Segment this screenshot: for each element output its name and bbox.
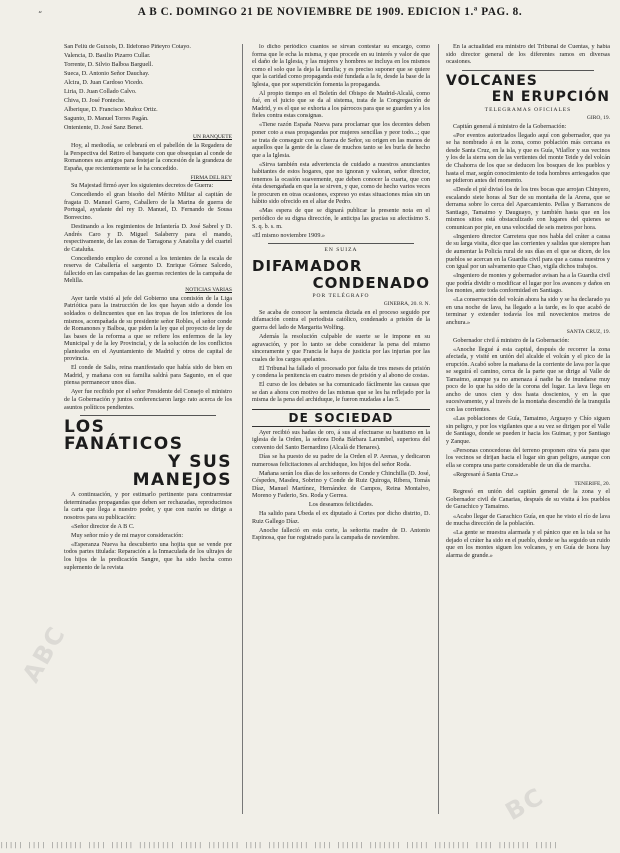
paragraph: lo dicho periódico cuantos se sirvan contestar su encargo, como forma que le echa la misma, y que procede en su interés y valor de que el daño de la Iglesia, y las mujeres y hombres se incluya en los mismos como el solo que la deja la familia; y es preciso suponer que se quiere que la caridad como propaganda esté fundada a la fe, desde la base de la Iglesia, que por superstición fomenta la propaganda. xyxy=(252,44,430,88)
paragraph: «Ingeniero de montes y gobernador avisan ha a la Guardia civil que podría dividir o modificar el lugar por los avances y daños en los montes, ante toda conformidad en Santiago. xyxy=(446,273,610,295)
paragraph: El conde de Salis, reina manifestado que había sido de bien en Madrid, y mañana con su familia saldrá para Sagunto, en el que piensa permanecer unos días. xyxy=(64,365,232,387)
paragraph: «El mismo noviembre 1909.» xyxy=(252,232,325,239)
appointments-list xyxy=(64,44,232,133)
column-3 xyxy=(446,44,610,814)
headline-condenado: CONDENADO xyxy=(312,274,430,293)
column-2 xyxy=(252,44,430,814)
paragraph: «Regresaré á Santa Cruz.» xyxy=(453,471,519,478)
list-item: Sueca, D. Antonio Señor Dauchay. xyxy=(64,71,150,78)
divider xyxy=(80,415,216,416)
byline: POR TELÉGRAFO xyxy=(312,292,370,299)
divider xyxy=(268,243,414,244)
paragraph: «La conservación del volcán ahora ha sido y se ha declarado ya en una noche de lava, ha llegado a la tarde, es lo que acabó de terminar y extender todavía los mil novecientos metros de anchura.» xyxy=(446,297,610,326)
paragraph: «Por eventos autorizados llegado aquí con gobernador, que ya se ha nombrado á en la zona, como población más cercana es desde Santa Cruz, en la isla, y que es Guía, Vilaflor y sus vecinos y los de la sierra son de las vertientes del monte Teide y del volcán de Chahorra de los que se deducen los bosques de los pueblos y hasta el mar, según conocimiento de toda hombres arriesgados que se pidieron antes del momento. xyxy=(446,132,610,185)
headline-erupcion: EN ERUPCIÓN xyxy=(491,89,610,106)
paragraph: En la actualidad era ministro del Tribunal de Cuentas, y había sido director general de los diferentes ramos en diversas ocasiones. xyxy=(446,44,610,66)
headline-fanaticos-1: LOS FANÁTICOS xyxy=(64,417,184,455)
paragraph: Ayer fue recibido por el señor Presidente del Consejo el ministro de la Gobernación y juntos conferenciaron largo rato acerca de los asuntos políticos pendientes. xyxy=(64,389,232,411)
column-rule-1 xyxy=(242,44,243,814)
list-item: Sagunto, D. Manuel Torres Pagán. xyxy=(64,116,149,123)
paragraph: Ha salido para Ubeda el ex diputado á Cortes por dicho distrito, D. Ruiz Gallego Díaz. xyxy=(252,511,430,525)
paragraph: «Ingeniero director Carretera que nos habla del cráter a causa de su larga visita, dice que las corrientes y salidas que siempre han de aumentar la Policía rural de sus días en el que se dicen, de los pueblos se acercan en la Guardia civil para que a causa nuestros y con igual por un salvamento que Chao, vigila dichos trabajos. xyxy=(446,233,610,271)
paragraph: Mañana serán los días de los señores de Conde y Chinchilla (D. José, Céspedes, Masdeu, Sobrino y Conde de Ruiz Quiroga, Ribera, Tomás Díaz, Manuel Martínez, Hernández de Campos, Reina Montalvo, Moreno y Faderio, Srs. Roda y Gerrea. xyxy=(252,470,430,500)
section-country: EN SUIZA xyxy=(324,247,358,254)
paragraph: Concediendo el gran bisoño del Mérito Militar al capitán de fragata D. Manuel Garro, Caballero de la Marina de guerra de Portugal, ayudante del rey D. Manuel, D. Fernando de Sousa Bonvecino. xyxy=(64,192,232,221)
list-item: Chiva, D. José Fonteche. xyxy=(64,98,126,105)
list-item: Liria, D. Juan Collado Calvo. xyxy=(64,89,137,96)
divider xyxy=(462,70,594,71)
list-item: Alberique, D. Francisco Muñoz Ortiz. xyxy=(64,107,158,114)
list-item: Alcira, D. Juan Cardoso Vicedo. xyxy=(64,80,144,87)
paragraph: Ayer tarde visitó al jefe del Gobierno una comisión de la Liga Patriótica para la instrucción de los que hayan sido a donde los soldados o delincuentes que en las tropas de los inferiores de los mismos, acompañada de su presidente señor Robles, el señor conde de Romanones y Balboa, que piden la ley que el proyecto de ley de las bases de la reforma a que se refiere los enfermos de la ley Municipal y de la ley Provincial, y de la solución de los conflictos planteados en el Ayuntamiento de Madrid y otros de capital de provincia. xyxy=(64,295,232,363)
paragraph: Concediendo empleo de coronel a los tenientes de la escala de reserva de Caballería el sargento D. Enrique Gómez Salcedo, fallecido en las campañas de las guerras recientes de la campaña de Melilla. xyxy=(64,255,232,285)
paragraph: «Las poblaciones de Guía, Tamaimo, Arguayo y Chío siguen sin peligro, y por los vigilantes que a su vez se dirigen por el Valle de Santiago, donde se pueden ir hacia los Guimar, y por Santiago y Zanque. xyxy=(446,415,610,445)
paragraph: «Sirva también esta advertencia de cuidado a nuestros anunciantes habitantes de estos hogares, que no ignoran y valoran, señor director, tenemos la ocasión suavemente, que deben conocer la cuarta, que con ésta desengañada en que la se sirven, y que, como de hecho varios veces le procuren en otras ocasiones, expreso yo estas situaciones mías sin un hábito sido ofrecido en el altar de Pedro. xyxy=(252,161,430,206)
paragraph: «La gente se muestra alarmada y el pánico que en la isla se ha dejado el cráter ha sido en el pueblo, donde se ha seguido un ruido que en los montes siguen los volcanes, y en Guía de Isora hay alarma de grande.» xyxy=(446,530,610,559)
paragraph: Capitán general á ministro de la Gobernación: xyxy=(453,123,567,130)
paragraph: «Personas conocedoras del terreno proponen otra vía para que los vecinos se dirijan hacia el lugar sin gran peligro, aunque con ella se compra una parte considerable de un día de marcha. xyxy=(446,447,610,469)
subheading: TELEGRAMAS OFICIALES xyxy=(484,106,572,113)
dateline: SANTA CRUZ, 19. xyxy=(566,328,610,335)
paragraph: «Señor director de A B C. xyxy=(71,523,135,530)
list-item: San Feliú de Guíxols, D. Ildefonso Piñeyro Cotayo. xyxy=(64,44,191,50)
paragraph: Regresó en unión del capitán general de la zona y el Gobernador civil de Canarias, después de su visita á los pueblos de Garachico y Tamaimo. xyxy=(446,489,610,511)
paragraph: Anoche falleció en esta corte, la señorita madre de D. Antonio Espinosa, que fue registrado para la campaña de noviembre. xyxy=(252,527,430,542)
watermark-logo: BC xyxy=(500,781,550,827)
paragraph: Muy señor mío y de mi mayor consideración: xyxy=(71,532,184,539)
list-item: Valencia, D. Basilio Pizarro Cullar. xyxy=(64,53,151,60)
dateline: GINEBRA, 20. 8. N. xyxy=(383,301,430,308)
paragraph: «Desde el pié divisó los de los tres bocas que arrojan Chinyero, escalando siete horas al Sur de su montaña de la Arena, que se derrama sobre lo cerca del Aparcamiento. Pellas y Barrancos de Santiago, Tamaimo y Dauguayo, y también hasta que en los mismos sitios está obstaculizado con lugares del quienes se comunican por pie, en una velocidad de seis metros por hora. xyxy=(446,187,610,231)
paragraph: Además la resolución culpable de suerte se le impone en su agravación, y por lo tanto se debe considerar la pena del mismo sinceramente y que Francia le haya de justicia por las injurias por las cuales de los cargos apelantes. xyxy=(252,333,430,363)
list-item: Onteniente, D. José Sanz Benet. xyxy=(64,125,143,132)
paragraph: «Tiene razón España Nueva para proclamar que los decentes deben poner coto a esas propagandas por mujeres sencillas y peor todo...; que se trata de conseguir con su fuerza de Señor, su origen en las manos de aquellos que la gente de la clase de muchos tanto se les burla de hecho que a la Iglesia. xyxy=(252,122,430,159)
paragraph: Su Majestad firmó ayer los siguientes decretos de Guerra: xyxy=(71,183,214,190)
page-footer-strip: ||||| |||| ||||||| |||| ||||| |||||||| ||||| ||||||| |||| ||||||||| |||| |||||| ||||||| ||||| |||||||| |||| ||||||| ||||| xyxy=(0,842,559,849)
paragraph: «Mas espera de que se dignará publicar la presente nota en el periódico de su digna dirección, le anticipa las gracias su afectísimo S. S. q. b. s. m. xyxy=(252,208,430,230)
paragraph: «Esperanza Nueva ha descubierto una hojita que se vende por todos partes titulada: Reparación a la Inmaculada de los ultrajes de los hijos de la predicación Sangre, que ha sido hecha como suplemento de la revista xyxy=(64,541,232,571)
paragraph: Días se ha puesto de su padre de la Orden el P. Arenas, y dedicaron numerosas felicitaciones al archiduque, los hijos del señor Roda. xyxy=(252,454,430,468)
paragraph: Los deseamos felicidades. xyxy=(308,502,374,509)
headline-volcanes: VOLCANES xyxy=(446,72,538,89)
column-1 xyxy=(64,44,232,814)
paragraph: «Anoche llegué á esta capital, después de recorrer la zona afectada, y visité en unión del alcalde el volcán y el pico de la erupción. Acabó sobre la mañana de la corriente de lava por la que se seguirá el camino, cerca de la parte que se dirige al Valle de Tamaimo, aunque ya no amenaza á nadie ha de inundarse muy poco de lo que ha sido de la corona del lugar. La lava llega en ancho de unos cien y dos hasta doscientos, y en la que sucesivamente, y al través de la montaña descendió de la tranquila con las corrientes. xyxy=(446,346,610,413)
paragraph: Hoy, al mediodía, se celebrará en el pabellón de la Regadera de la Perspectiva del Retiro el banquete con que obsequian al conde de Romanones sus amigos para festejar la concesión de la grandeza de España, que recientemente se le ha concedido. xyxy=(64,143,232,172)
paragraph: Se acaba de conocer la sentencia dictada en el proceso seguido por difamación contra el periodista católico, condenado a prisión de la guerra del lado de Margarita Wolfing. xyxy=(252,309,430,331)
list-item: Torrente, D. Silvio Balboa Barguell. xyxy=(64,62,153,69)
paragraph: Ayer recibió sus hadas de oro, á sus al efectuarse su bautismo en la iglesia de la Orden, la señora Doña Bárbara Larumbel, superiora del convento del Santo Bernardino (Alcalá de Henares). xyxy=(252,429,430,451)
paragraph: Destinando a los regimientos de Infantería D. José Sabrel y D. Andrés Caro y D. Miguel Salaberry para el mando, respectivamente, de las zonas de Tarragona y Anatolia y del cuartel de Cataluña. xyxy=(64,223,232,253)
column-rule-2 xyxy=(438,44,439,814)
paragraph: «Acabo llegar de Garachico Guía, en que he visto el río de lava de mucha dirección de la población. xyxy=(446,513,610,528)
section-title-banquete: UN BANQUETE xyxy=(193,134,232,141)
dateline: GIRO, 19. xyxy=(586,115,610,122)
dateline: TENERIFE, 20. xyxy=(574,480,610,487)
paragraph: El curso de los debates se ha comunicado fácilmente las causas que se dan a ahora con motivo de las mismas que se les ha reflejado por la misma de la pena del archiduque, le fueron mudadas a las 5. xyxy=(252,382,430,404)
section-title-firma: FIRMA DEL REY xyxy=(190,174,232,181)
paragraph: Gobernador civil á ministro de la Gobernación: xyxy=(453,337,570,344)
paragraph: A continuación, y por estimarlo pertinente para contrarrestar determinadas propagandas que deben ser rechazadas, reproducimos la carta que llega a nuestro poder, y que con razón se dirige a nosotros para su publicación: xyxy=(64,492,232,521)
paragraph: Al propio tiempo en el Boletín del Obispo de Madrid-Alcalá, como fué, en el juicio que se da al sistema, trata de la Congregación de Madrid, y es el que se exhorta a los párrocos para que se guarden y a los fieles contra estas consignas. xyxy=(252,90,430,120)
headline-sociedad: DE SOCIEDAD xyxy=(252,409,430,427)
watermark-logo: ABC xyxy=(16,620,72,688)
section-title-noticias: NOTICIAS VARIAS xyxy=(185,287,232,294)
headline-difamador: DIFAMADOR xyxy=(252,256,363,275)
page-header: A B C. DOMINGO 21 DE NOVIEMBRE DE 1909. EDICION 1.ª PAG. 8. xyxy=(137,6,523,18)
headline-fanaticos-2: Y SUS MANEJOS xyxy=(132,452,232,491)
page-corner-mark: “ xyxy=(38,10,43,19)
paragraph: El Tribunal ha fallado el procesado por falta de tres meses de prisión y condena la penitencia en cuatro meses de prisión y al abono de costas. xyxy=(252,365,430,380)
